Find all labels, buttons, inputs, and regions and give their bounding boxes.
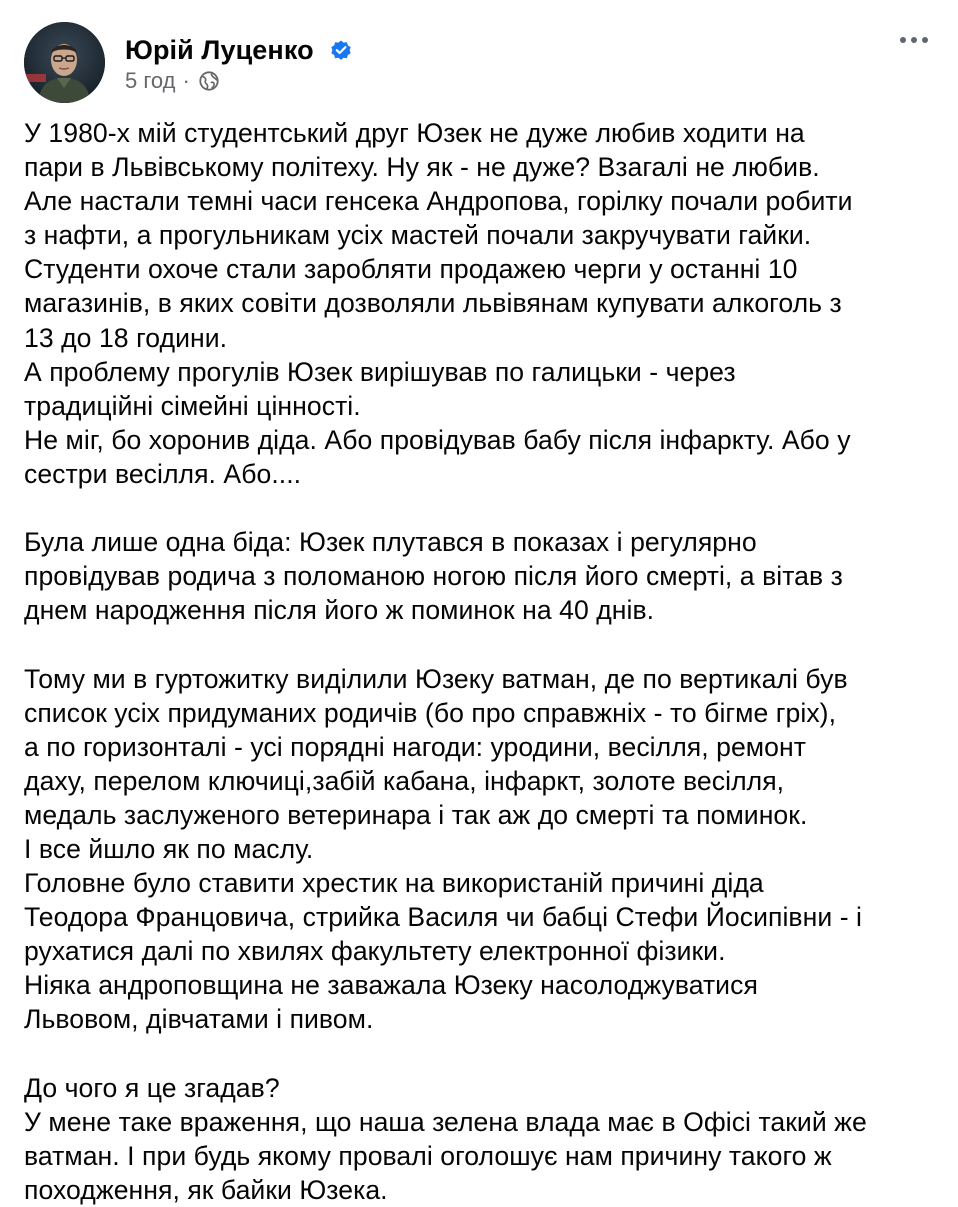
post-line: Студенти охоче стали заробляти продажею черги у останні 10: [24, 254, 798, 285]
post-line: провідував родича з поломаною ногою після його смерті, а вітав з: [24, 561, 843, 592]
globe-icon[interactable]: [198, 70, 220, 92]
post-line: а по горизонталі - усі порядні нагоди: уродини, весілля, ремонт: [24, 731, 806, 762]
post-line: Тому ми в гуртожитку виділили Юзеку ватман, де по вертикалі був: [24, 663, 848, 694]
post-line: До чого я це згадав?: [24, 1072, 280, 1103]
more-options-icon: [899, 36, 929, 44]
meta-separator: ·: [182, 68, 190, 93]
post-line: Теодора Францовича, стрийка Василя чи бабці Стефи Йосипівни - і: [24, 902, 862, 933]
verified-badge-icon: [329, 38, 353, 62]
post-line: рухатися далі по хвилях факультету електронної фізики.: [24, 936, 726, 967]
post-line: пари в Львівському політеху. Ну як - не дуже? Взагалі не любив.: [24, 152, 820, 183]
post-line: магазинів, в яких совіти дозволяли львівянам купувати алкоголь з: [24, 288, 842, 319]
author-name[interactable]: Юрій Луценко: [125, 35, 314, 65]
post-meta: [125, 66, 220, 96]
paragraph-break: [24, 491, 942, 525]
post-line: традиційні сімейні цінності.: [24, 390, 361, 421]
post-line: У 1980-х мій студентський друг Юзек не дуже любив ходити на: [24, 118, 805, 148]
post-line: Але настали темні часи генсека Андропова, горілку почали робити: [24, 186, 853, 217]
post-line: походження, як байки Юзека.: [24, 1174, 388, 1205]
post-line: 13 до 18 години.: [24, 322, 228, 353]
post-line: Не міг, бо хоронив діда. Або провідував бабу після інфаркту. Або у: [24, 424, 851, 455]
post-line: з нафти, а прогульникам усіх мастей почали закручувати гайки.: [24, 220, 812, 251]
post-line: У мене таке враження, що наша зелена влада має в Офісі такий же: [24, 1106, 867, 1137]
post-line: А проблему прогулів Юзек вирішував по галицьки - через: [24, 356, 736, 387]
post-line: Львовом, дівчатами і пивом.: [24, 1004, 374, 1035]
post-line: І все йшло як по маслу.: [24, 833, 314, 864]
post-line: даху, перелом ключиці,забій кабана, інфаркт, золоте весілля,: [24, 765, 785, 796]
post-text: [24, 116, 942, 1207]
more-options-button[interactable]: [896, 28, 932, 52]
post-timestamp[interactable]: 5 год: [125, 68, 176, 93]
avatar-photo-icon: [24, 22, 105, 103]
post-header: [24, 22, 934, 106]
post-line: сестри весілля. Або....: [24, 458, 302, 489]
post-line: ватман. І при будь якому провалі оголошує нам причину такого ж: [24, 1140, 832, 1171]
paragraph-break: [24, 627, 942, 661]
post-line: Була лише одна біда: Юзек плутався в показах і регулярно: [24, 527, 757, 558]
post-line: Головне було ставити хрестик на використаній причині діда: [24, 868, 764, 899]
post-line: список усіх придуманих родичів (бо про справжніх - то бігме гріх),: [24, 697, 837, 728]
paragraph-break: [24, 1037, 942, 1071]
post-line: медаль заслуженого ветеринара і так аж до смерті та поминок.: [24, 799, 808, 830]
author-avatar[interactable]: [24, 22, 105, 103]
post-line: днем народження після його ж поминок на 40 днів.: [24, 595, 655, 626]
post-line: Ніяка андроповщина не заважала Юзеку насолоджуватися: [24, 970, 758, 1001]
